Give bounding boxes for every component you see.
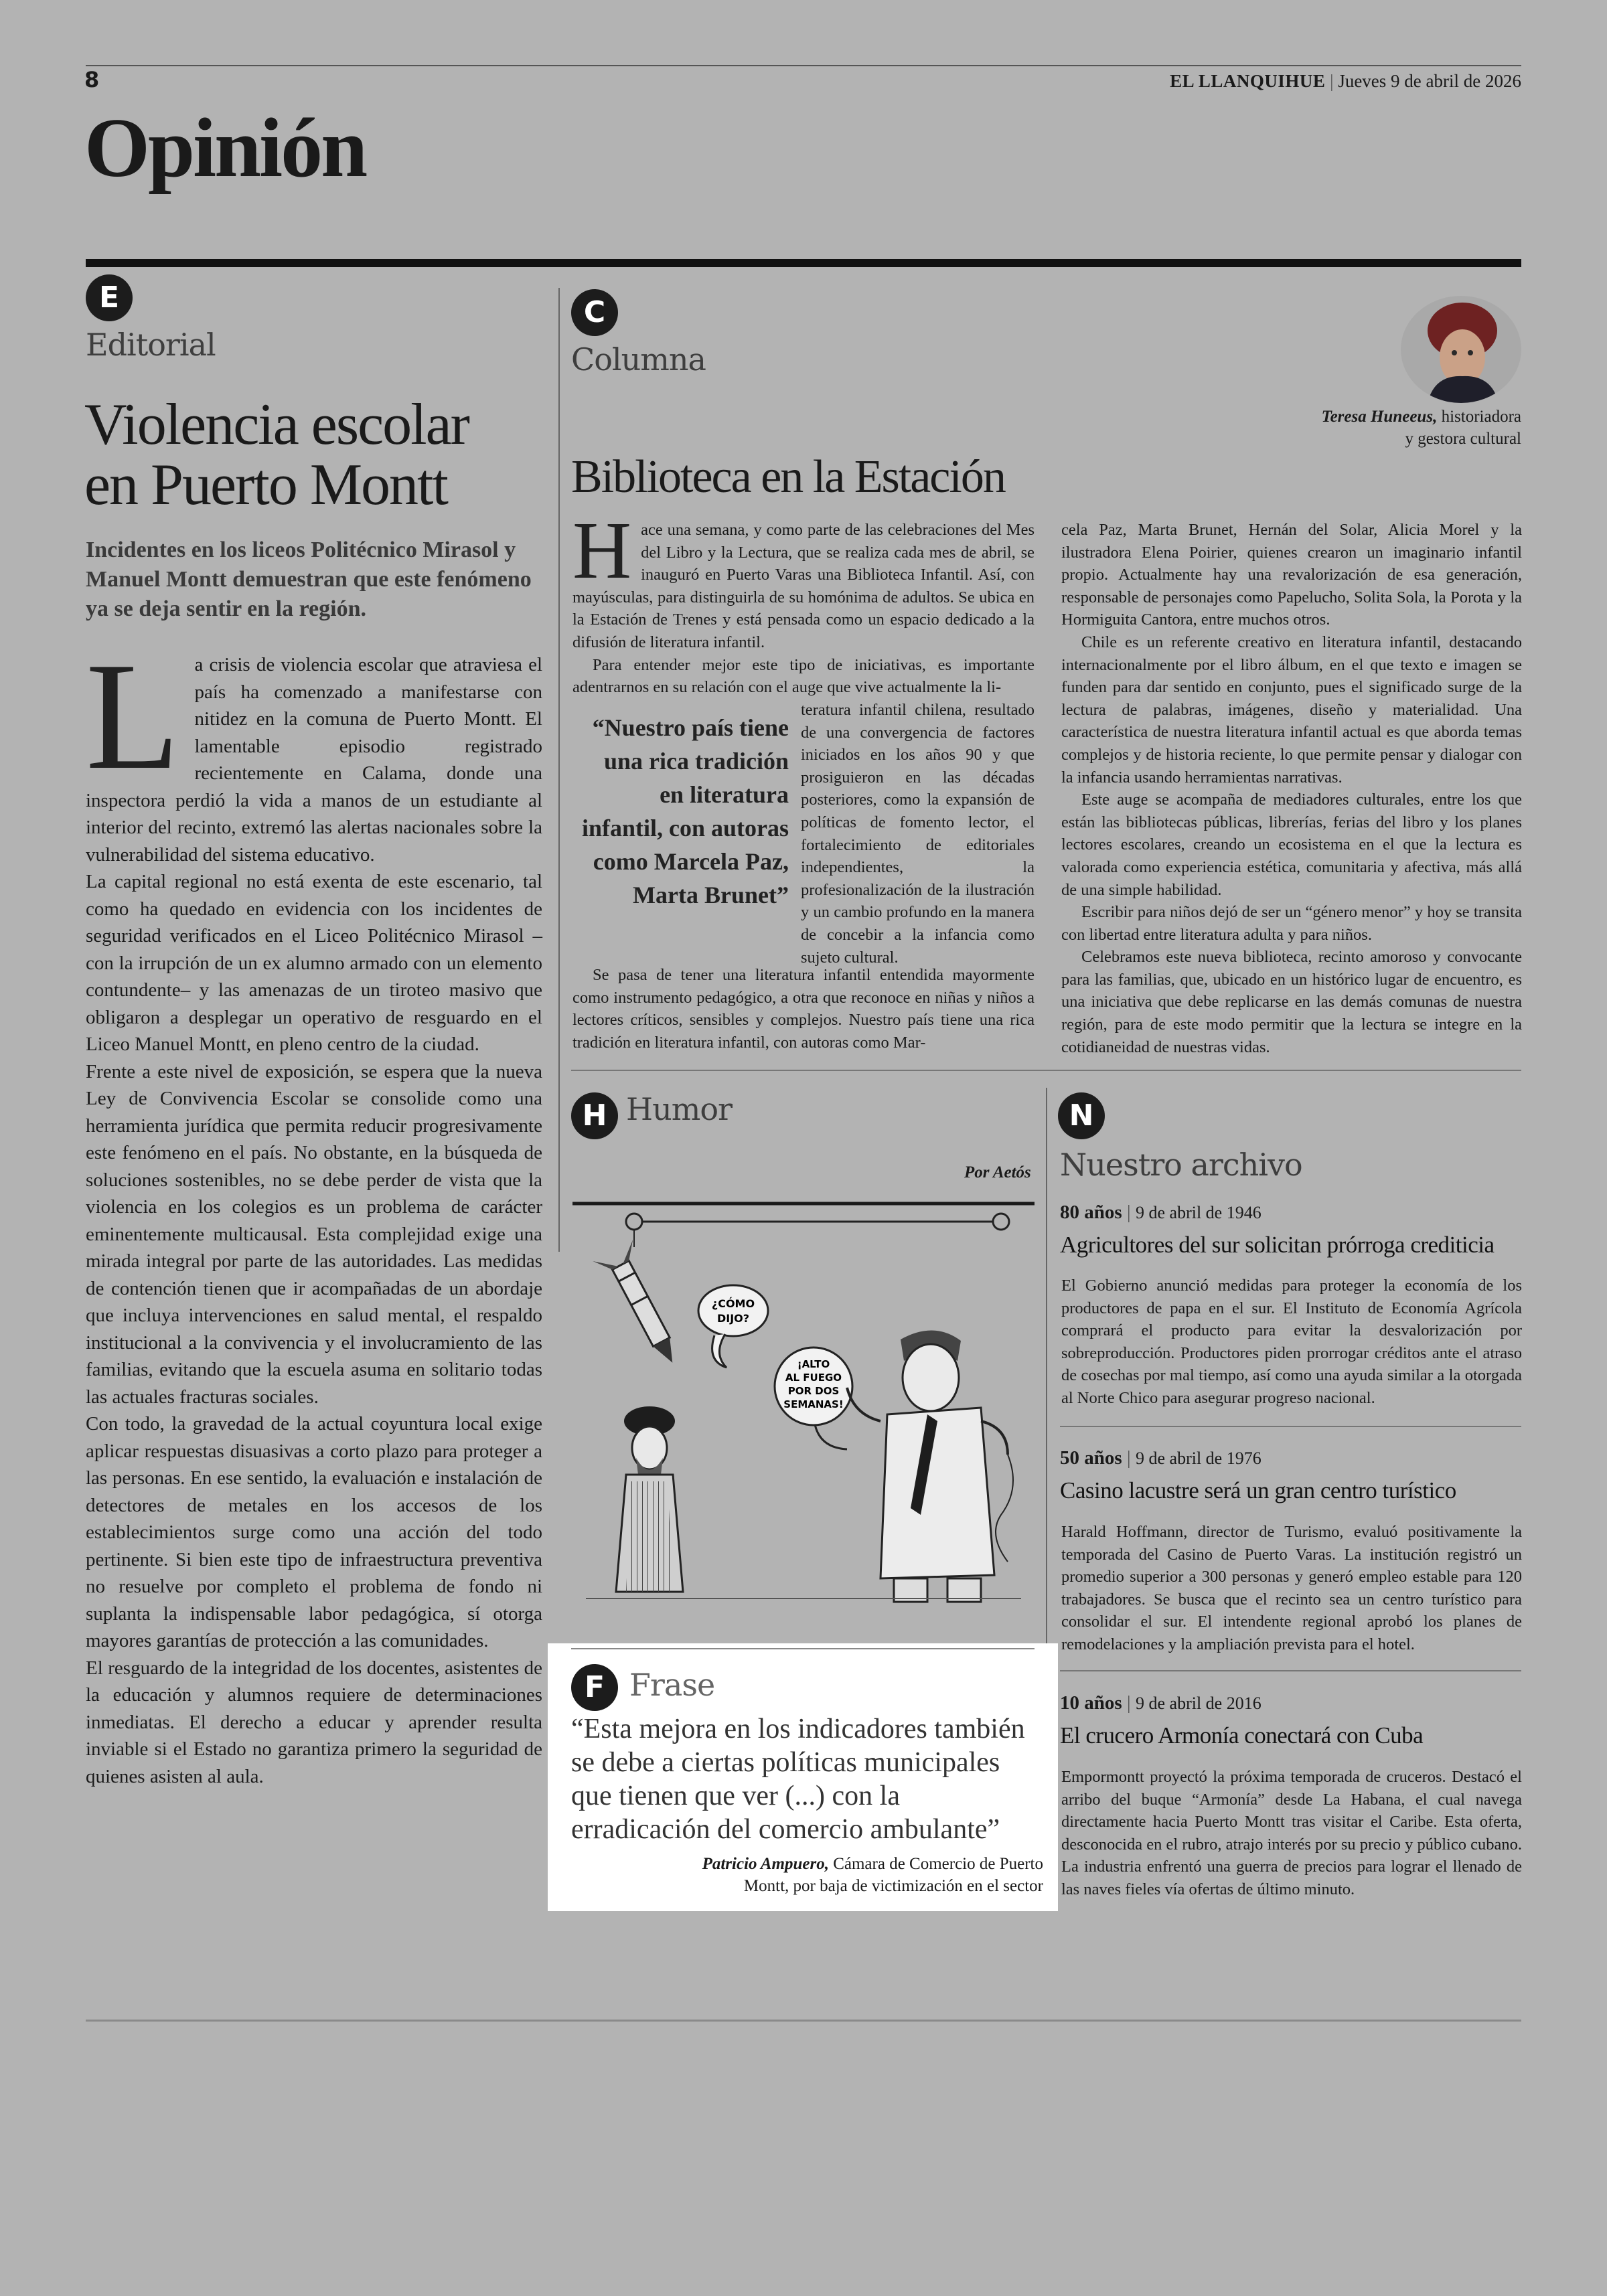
humor-badge: H [571, 1092, 618, 1139]
editorial-lede: Incidentes en los liceos Politécnico Mirasol y Manuel Montt demuestran que este fenómeno ya se deja sentir en la región. [86, 538, 532, 621]
editorial-badge: E [86, 274, 133, 321]
archive-badge: N [1058, 1092, 1105, 1139]
bubble2-line2: AL FUEGO [785, 1372, 842, 1384]
archive-item-2-years: 10 años | 9 de abril de 2016 [1060, 1692, 1261, 1714]
bubble1-line2: DIJO? [716, 1312, 750, 1325]
cartoon [572, 1200, 1035, 1619]
column-body-right: cela Paz, Marta Brunet, Hernán del Solar, Alicia Morel y la ilustradora Elena Poirier, quienes crearon un imaginario infantil propio. Actualmente hay una revalorización de esa generación, responsable de personajes como Papelucho, Solita Sola, la Porota y la Hormiguita Cantora, entre muchos otros. Chile es un referente creativo en literatura infantil, destacando internacionalmente por el libro álbum, en el que texto e imagen se funden para dar sentido en conjunto, pues el significado surge de la lectura de palabras, imágenes, diseño y materialidad. Una característica de nuestra literatura infantil actual es que aborda temas complejos y de historia reciente, lo que permite pensar y dialogar con la infancia usando herramientas narrativas. Este auge se acompaña de mediadores culturales, entre los que están las bibliotecas públicas, librerías, ferias del libro y los planes lectores escolares, creando un ecosistema en el que la lectura es valorada como experiencia estética, comunitaria y afectiva, más allá de una simple habilidad. Escribir para niños dejó de ser un “género menor” y hoy se transita con libertad entre literatura adulta y para niños. Celebramos este nueva biblioteca, recinto amoroso y convocante para las familias, que, ubicado en un histórico lugar de encuentro, es una iniciativa que debe replicarse en las demás comunas de nuestra región, para de este modo permitir que la lectura se integre en la cotidianeidad de nuestras vidas. [1061, 521, 1522, 1056]
archive-item-0-years: 80 años | 9 de abril de 1946 [1060, 1202, 1261, 1223]
issue-date: Jueves 9 de abril de 2026 [1338, 71, 1521, 91]
archive-item-1-title: Casino lacustre será un gran centro turístico [1060, 1477, 1456, 1503]
section-title: Opinión [84, 102, 366, 195]
quote-rule [571, 1648, 1035, 1649]
section-rule [86, 259, 1521, 267]
frase-quote: “Esta mejora en los indicadores también se debe a ciertas políticas municipales que tienen que ver (...) con la erradicación del comercio ambulante” [571, 1714, 1025, 1845]
archive-item-0-title: Agricultores del sur solicitan prórroga crediticia [1060, 1232, 1495, 1258]
newspaper-name: EL LLANQUIHUE [1170, 71, 1326, 91]
page-number: 8 [84, 67, 100, 92]
humor-label: Humor [626, 1091, 733, 1127]
frase-attribution: Patricio Ampuero, Cámara de Comercio de Puerto Montt, por baja de victimización en el sector [702, 1855, 1043, 1895]
column-author: Teresa Huneeus, historiadora y gestora cultural [1321, 408, 1521, 448]
bubble2-line3: POR DOS [787, 1385, 840, 1397]
editorial-title: Violencia escolar en Puerto Montt [84, 392, 469, 517]
archive-divider [1060, 1670, 1521, 1671]
bottom-rule [86, 2020, 1521, 2022]
bubble2-line4: SEMANAS! [783, 1398, 844, 1410]
archive-item-1-years: 50 años | 9 de abril de 1976 [1060, 1447, 1261, 1469]
author-name: Teresa Huneeus, [1321, 408, 1438, 426]
column-body-intro: Hace una semana, y como parte de las celebraciones del Mes del Libro y la Lectura, que se realiza cada mes de abril, se inauguró en Puerto Varas una Biblioteca Infantil. Así, con mayúsculas, para distinguirla de su homónima de adultos. Se ubica en la Estación de Trenes y está pensada como un espacio dedicado a la difusión de literatura infantil. Para entender mejor este tipo de iniciativas, es importante adentrarnos en su relación con el auge que vive actualmente la li- [572, 505, 1035, 697]
editorial-body: La crisis de violencia escolar que atraviesa el país ha comenzado a manifestarse con nitidez en la comuna de Puerto Montt. El lamentable episodio registrado recientemente en Calama, donde una inspectora perdió la vida a manos de un estudiante al interior del recinto, extremó las alertas nacionales sobre la vulnerabilidad del sistema educativo. La capital regional no está exenta de este escenario, tal como ha quedado en evidencia con los incidentes de seguridad verificados en el Liceo Politécnico Mirasol –con la irrupción de un ex alumno armado con un elemento contundente– y las amenazas de un tiroteo masivo que obligaron a desplegar un operativo de resguardo en el Liceo Manuel Montt, en pleno centro de la ciudad. Frente a este nivel de exposición, se espera que la nueva Ley de Convivencia Escolar se consolide como una herramienta jurídica que permita reducir progresivamente este fenómeno en el país. No obstante, en la búsqueda de soluciones sostenibles, no se debe perder de vista que la violencia en los colegios es un problema de carácter eminentemente multicausal. Esta complejidad exige una mirada integral por parte de las autoridades. Las medidas de contención tienen que ir acompañadas de un abordaje que incluya intervenciones en salud mental, el respaldo institucional a la convivencia y el involucramiento de las familias, evitando que la escuela asuma en solitario todas las actuales fracturas sociales. Con todo, la gravedad de la actual coyuntura local exige aplicar respuestas disuasivas a corto plazo para proteger a las personas. En ese sentido, la evaluación e instalación de detectores de metales en los accesos de los establecimientos surge como una acción del todo pertinente. Si bien este tipo de infraestructura preventiva no resuelve por completo el problema de fondo ni suplanta la indispensable labor pedagógica, sí otorga mayores garantías de protección a las comunidades. El resguardo de la integridad de los docentes, asistentes de la educación y alumnos requiere de determinaciones inmediatas. El derecho a educar y aprender resulta inviable si el Estado no garantiza primero la seguridad de quienes asisten al aula. [86, 631, 542, 1787]
frase-author: Patricio Ampuero, [702, 1855, 829, 1873]
column-body-beside-quote: teratura infantil chilena, resultado de una convergencia de factores iniciados en los años 90 y que prosiguieron en las décadas posteriores, como la expansión de políticas de fomento lector, el fortalecimiento de editoriales independientes, la profesionalización de la ilustración y un cambio profundo en la manera de concebir a la infancia como sujeto cultural. [801, 701, 1035, 967]
bubble2-line1: ¡ALTO [797, 1358, 830, 1370]
archive-label: Nuestro archivo [1060, 1147, 1302, 1183]
column-body-continued: Se pasa de tener una literatura infantil entendida mayormente como instrumento pedagógico, a otra que reconoce en niñas y niños a lectores críticos, sensibles y complejos. Nuestro país tiene una rica tradición en literatura infantil, con autoras como Mar- [572, 966, 1035, 1052]
section-divider [571, 1070, 1521, 1071]
author-photo [1401, 296, 1521, 403]
dropcap: L [86, 631, 180, 801]
cartoon-drawing [572, 1200, 1035, 1619]
column-badge: C [571, 289, 618, 336]
frase-badge: F [571, 1664, 618, 1711]
archive-item-2-body: Empormontt proyectó la próxima temporada de cruceros. Destacó el arribo del buque “Armonía” desde La Habana, el cual navega directamente hacia Puerto Montt tras visitar el Caribe. Esta oferta, desconocida en el rubro, atrajo interés por su precio y público cubano. La industria enfrentó una guerra de precios para lograr el llenado de las naves fieles vía ofertas de último minuto. [1061, 1768, 1522, 1898]
dropcap: H [572, 505, 632, 596]
archive-divider [1060, 1426, 1521, 1427]
bubble1-line1: ¿CÓMO [711, 1297, 755, 1310]
pull-quote: “Nuestro país tiene una rica tradición en literatura infantil, con autoras como Marcela Paz, Marta Brunet” [581, 714, 789, 908]
top-rule [86, 65, 1521, 66]
editorial-label: Editorial [86, 327, 216, 363]
archive-item-0-body: El Gobierno anunció medidas para proteger la economía de los productores de papa en el sur. El Instituto de Economía Agrícola comprará el producto para evitar la desvalorización por sobreproducción. Productores piden prorrogar créditos ante el atraso de cosechas por mal tiempo, así como una ayuda similar a la otorgada al Norte Chico para asegurar progreso nacional. [1061, 1277, 1522, 1407]
frase-label: Frase [629, 1667, 715, 1703]
column-title: Biblioteca en la Estación [571, 451, 1005, 503]
archive-item-2-title: El crucero Armonía conectará con Cuba [1060, 1722, 1424, 1748]
archive-item-1-body: Harald Hoffmann, director de Turismo, evaluó positivamente la temporada del Casino de Puerto Varas. La institución registró un promedio superior a 300 personas y generó empleo estable para 120 trabajadores. Se busca que el recinto sea un centro turístico para consolidar el sur. El intendente regional aprobó los planes de remodelaciones y la ampliación prevista para el hotel. [1061, 1523, 1522, 1653]
cartoon-credit: Por Aetós [964, 1163, 1031, 1181]
masthead-info: EL LLANQUIHUE | Jueves 9 de abril de 2026 [1170, 71, 1521, 91]
column-label: Columna [571, 341, 706, 378]
